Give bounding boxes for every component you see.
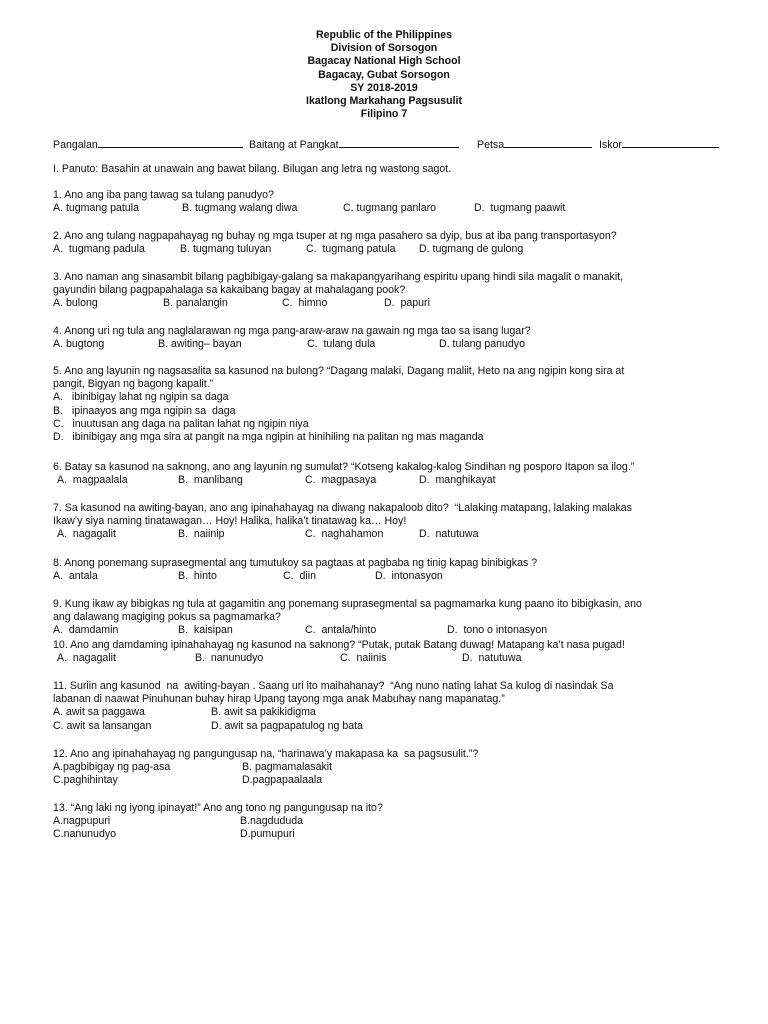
option-a[interactable]: A. damdamin — [53, 624, 119, 637]
option-a[interactable]: A. bulong — [53, 297, 98, 310]
option-c[interactable]: C. diin — [283, 570, 316, 583]
student-info-line — [53, 137, 733, 151]
options-row — [53, 652, 753, 665]
option-d[interactable]: D. intonasyon — [375, 570, 443, 583]
option-c[interactable]: C. magpasaya — [305, 474, 377, 487]
option-c[interactable]: C.nanunudyo — [53, 828, 117, 841]
option-b[interactable]: B. tugmang walang diwa — [182, 202, 298, 215]
question-text: 11. Suriin ang kasunod na awiting-bayan . Saang uri ito maihahanay? “Ang nuno nating lahat Sa kulog di nasindak Sa — [53, 680, 614, 692]
option-b[interactable]: B.nagdududa — [240, 815, 304, 828]
option-d[interactable]: D. papuri — [384, 297, 430, 310]
question-1 — [53, 189, 753, 215]
question-text: 13. “Ang laki ng iyong ipinayat!” Ano ang tono ng pangungusap na ito? — [53, 802, 383, 814]
option-b[interactable]: B. awit sa pakikidigma — [211, 706, 316, 719]
date-blank[interactable] — [504, 137, 592, 148]
options-row — [53, 761, 753, 774]
option-b[interactable]: B. pagmamalasakit — [242, 761, 333, 774]
option-d[interactable]: D. ibinibigay ang mga sira at pangit na mga ngipin at hinihiling na palitan ng mas maganda — [53, 431, 484, 444]
question-8 — [53, 557, 753, 583]
grade-label: Baitang at Pangkat — [249, 137, 459, 152]
header-line: Bagacay National High School — [307, 55, 461, 68]
question-text: ang dalawang magiging pokus sa pagmamarka? — [53, 611, 281, 624]
options-row — [53, 570, 753, 583]
header-line: Bagacay, Gubat Sorsogon — [318, 68, 450, 81]
question-13 — [53, 802, 753, 842]
question-7 — [53, 502, 753, 542]
header-line: Filipino 7 — [360, 108, 408, 121]
option-d[interactable]: D. tugmang de gulong — [419, 243, 524, 256]
question-text: 12. Ano ang ipinahahayag ng pangungusap na, “harinawa’y makapasa ka sa pagsusulit.”? — [53, 748, 479, 760]
option-c[interactable]: C. tugmang panlaro — [343, 202, 437, 215]
question-3 — [53, 271, 753, 311]
question-12 — [53, 748, 753, 788]
question-text: 10. Ano ang damdaming ipinahahayag ng kasunod na saknong? “Putak, putak Batang duwag! Matapang ka’t nasa pugad! — [53, 639, 625, 651]
question-text: 7. Sa kasunod na awiting-bayan, ano ang ipinahahayag na diwang nakapaloob dito? “Lalaking matapang, lalaking malakas — [53, 502, 632, 514]
option-b[interactable]: B. manlibang — [178, 474, 243, 487]
options-row — [53, 706, 753, 719]
option-b[interactable]: B. tugmang tuluyan — [180, 243, 272, 256]
option-a[interactable]: A. magpaalala — [57, 474, 128, 487]
options-row — [53, 474, 753, 487]
option-c[interactable]: C.paghihintay — [53, 774, 118, 787]
options-row — [53, 624, 753, 637]
option-d[interactable]: D. tono o intonasyon — [447, 624, 548, 637]
option-b[interactable]: B. panalangin — [163, 297, 228, 310]
options-row — [53, 828, 753, 841]
score-label: Iskor — [599, 137, 719, 152]
question-text: 6. Batay sa kasunod na saknong, ano ang layunin ng sumulat? “Kotseng kakalog-kalog Sindihan ng posporo Itapon sa ilog.” — [53, 461, 635, 473]
options-row — [53, 720, 753, 733]
question-text: pangit, Bigyan ng bagong kapalit.” — [53, 378, 214, 391]
option-c[interactable]: C. awit sa lansangan — [53, 719, 152, 732]
question-text: labanan di naawat Pinuhunan buhay hirap Upang tayong mga anak Mabuhay nang mapanatag.” — [53, 693, 505, 706]
option-d[interactable]: D. manghikayat — [419, 474, 496, 487]
option-c[interactable]: C. tugmang patula — [306, 243, 396, 256]
question-text: Ikaw’y siya naming tinatawagan… Hoy! Halika, halika’t tinatawag ka… Hoy! — [53, 515, 407, 528]
option-b[interactable]: B. nanunudyo — [195, 652, 264, 665]
option-b[interactable]: B. hinto — [178, 570, 217, 583]
question-5 — [53, 365, 753, 444]
question-text: 5. Ano ang layunin ng nagsasalita sa kasunod na bulong? “Dagang malaki, Dagang maliit, Heto na ang ngipin kong sira at — [53, 365, 625, 377]
header-line: Division of Sorsogon — [330, 42, 438, 55]
name-blank[interactable] — [98, 137, 243, 148]
question-6 — [53, 461, 753, 487]
question-text: 2. Ano ang tulang nagpapahayag ng buhay ng mga tsuper at ng mga pasahero sa dyip, bus at iba pang transportasyon? — [53, 230, 617, 242]
option-d[interactable]: D. awit sa pagpapatulog ng bata — [211, 719, 363, 732]
option-d[interactable]: D. tulang panudyo — [439, 338, 525, 351]
document-header — [0, 29, 768, 121]
option-c[interactable]: C. himno — [282, 297, 328, 310]
option-c[interactable]: C. naiinis — [340, 652, 387, 665]
option-c[interactable]: C. inuutusan ang daga na palitan lahat ng ngipin niya — [53, 417, 309, 430]
option-d[interactable]: D. natutuwa — [462, 652, 522, 665]
option-a[interactable]: A.pagbibigay ng pag-asa — [53, 761, 171, 774]
option-b[interactable]: B. naiinip — [178, 528, 225, 541]
options-row — [53, 774, 753, 787]
options-row — [53, 243, 753, 256]
option-a[interactable]: A. tugmang patula — [53, 202, 139, 215]
question-text: 1. Ano ang iba pang tawag sa tulang panudyo? — [53, 189, 274, 201]
header-line: Republic of the Philippines — [316, 29, 452, 41]
question-text: 9. Kung ikaw ay bibigkas ng tula at gagamitin ang ponemang suprasegmental sa pagmamarka kung paano ito bibigkasin, ano — [53, 598, 642, 610]
option-a[interactable]: A. nagagalit — [57, 528, 116, 541]
option-d[interactable]: D.pagpapaalaala — [242, 774, 323, 787]
option-a[interactable]: A. antala — [53, 570, 98, 583]
option-d[interactable]: D.pumupuri — [240, 828, 295, 841]
question-10 — [53, 639, 753, 665]
question-text: gayundin bilang pagpapahalaga sa kakaibang bagay at mahalagang pook? — [53, 284, 406, 297]
option-b[interactable]: B. awiting– bayan — [158, 338, 242, 351]
option-a[interactable]: A. ibinibigay lahat ng ngipin sa daga — [53, 391, 229, 404]
options-row — [53, 338, 753, 351]
options-row — [53, 528, 753, 541]
grade-blank[interactable] — [339, 137, 459, 148]
option-c[interactable]: C. tulang dula — [307, 338, 376, 351]
question-text: 8. Anong ponemang suprasegmental ang tumutukoy sa pagtaas at pagbaba ng tinig kapag binibigkas ? — [53, 557, 538, 569]
option-c[interactable]: C. naghahamon — [305, 528, 384, 541]
question-11 — [53, 680, 753, 733]
header-line: SY 2018-2019 — [350, 81, 418, 94]
option-d[interactable]: D. natutuwa — [419, 528, 479, 541]
option-a[interactable]: A. bugtong — [53, 338, 105, 351]
question-text: 4. Anong uri ng tula ang naglalarawan ng mga pang-araw-araw na gawain ng mga tao sa isang lugar? — [53, 325, 531, 337]
name-label: Pangalan — [53, 137, 243, 152]
option-a[interactable]: A. nagagalit — [57, 652, 116, 665]
option-b[interactable]: B. kaisipan — [178, 624, 233, 637]
option-d[interactable]: D. tugmang paawit — [474, 202, 566, 215]
options-row — [53, 202, 753, 215]
option-b[interactable]: B. ipinaayos ang mga ngipin sa daga — [53, 404, 236, 417]
option-a[interactable]: A. awit sa paggawa — [53, 706, 145, 719]
question-4 — [53, 325, 753, 351]
option-a[interactable]: A.nagpupuri — [53, 815, 111, 828]
option-c[interactable]: C. antala/hinto — [305, 624, 377, 637]
question-2 — [53, 230, 753, 256]
header-line: Ikatlong Markahang Pagsusulit — [306, 95, 462, 108]
date-label: Petsa — [477, 137, 592, 152]
score-blank[interactable] — [622, 137, 719, 148]
question-9 — [53, 598, 753, 638]
option-a[interactable]: A. tugmang padula — [53, 243, 145, 256]
instructions: I. Panuto: Basahin at unawain ang bawat bilang. Bilugan ang letra ng wastong sagot. — [53, 163, 452, 175]
options-row — [53, 297, 753, 310]
options-row — [53, 815, 753, 828]
question-text: 3. Ano naman ang sinasambit bilang pagbibigay-galang sa makapangyarihang espiritu upang hindi sila magalit o manakit, — [53, 271, 624, 283]
